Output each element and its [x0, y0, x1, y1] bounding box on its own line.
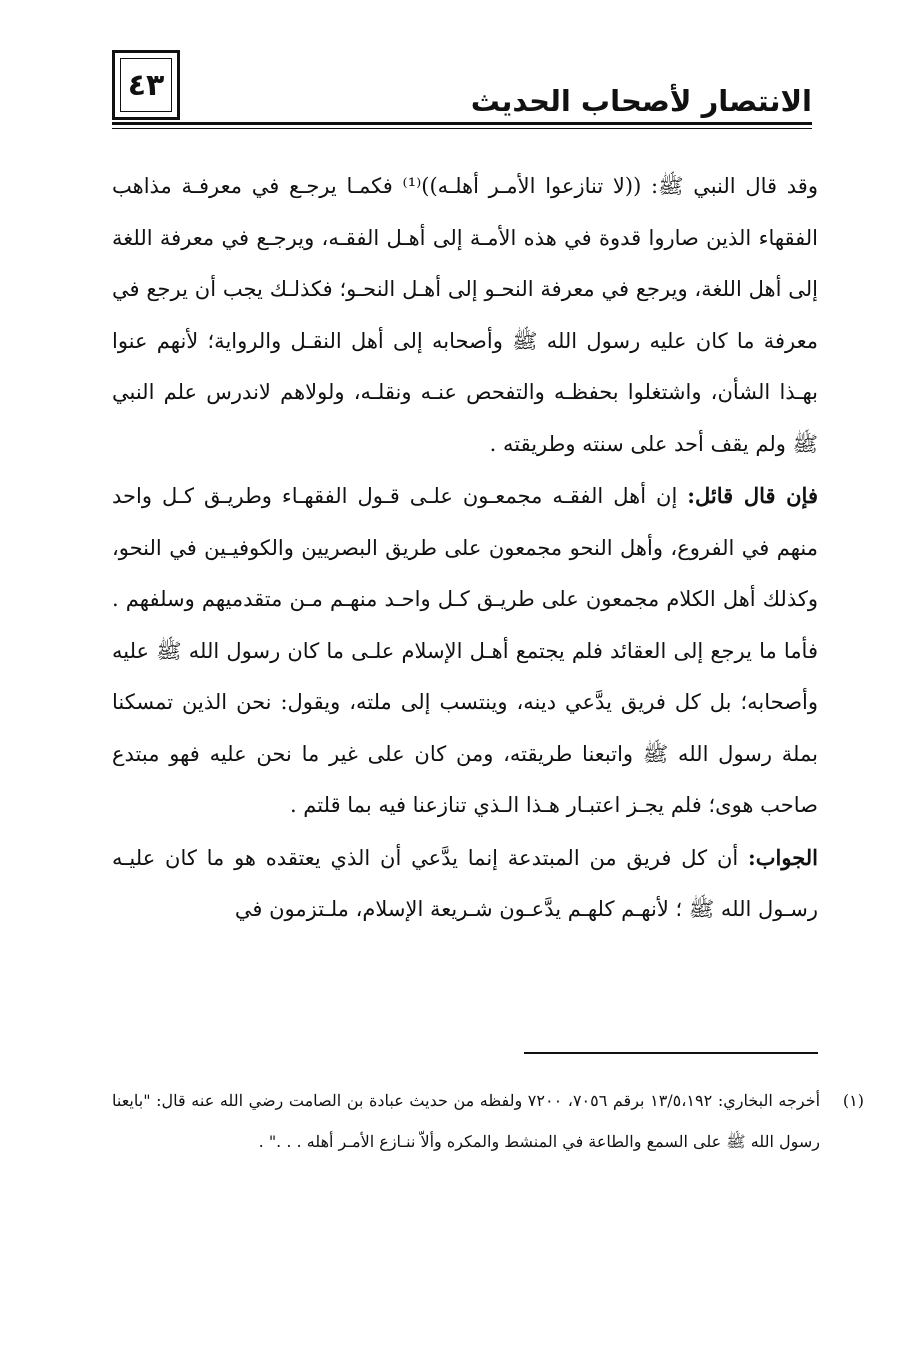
paragraph-text: إن أهل الفقـه مجمعـون علـى قـول الفقهـاء وطريـق كـل واحد منهم في الفروع، وأهل النحو مجمعون على طريق البصريين والكوفيـين في النحو، وكذلك أهل الكلام مجمعون على طريـق كـل واحـد منهـم مـن متقدميهم وسلفهم . فأما ما يرجع إلى العقائد فلم يجتمع أهـل الإسلام علـى ما كان رسول الله ﷺ عليه وأصحابه؛ بل كل فريق يدَّعي دينه، وينتسب إلى ملته، ويقول: نحن الذين تمسكنا بملة رسول الله ﷺ واتبعنا طريقته، ومن كان على غير ما نحن عليه فهو مبتدع صاحب هوى؛ فلم يجـز اعتبـار هـذا الـذي تنازعنا فيه بما قلتم . [112, 484, 818, 817]
page-number: ٤٣ [127, 67, 165, 103]
paragraph-lead: الجواب: [748, 844, 818, 870]
footnotes [112, 1080, 864, 1162]
main-text [112, 160, 818, 936]
footnote-text: أخرجه البخاري: ١٣/٥،١٩٢ برقم ٧٠٥٦، ٧٢٠٠ ولفظه من حديث عبادة بن الصامت رضي الله عنه قال: "بايعنا رسول الله ﷺ على السمع والطاعة في المنشط والمكره وألاّ ننـازع الأمـر أهله . . ." . [112, 1091, 821, 1151]
footnote-separator [524, 1052, 818, 1054]
paragraph-lead: فإن قال قائل: [687, 483, 818, 508]
paragraph-text: وقد قال النبي ﷺ: ((لا تنازعوا الأمـر أهلـه))⁽¹⁾ فكمـا يرجـع في معرفـة مذاهب الفقهاء الذين صاروا قدوة في هذه الأمـة إلى أهـل الفقـه، ويرجـع في معرفة اللغة إلى أهل اللغة، ويرجع في معرفة النحـو إلى أهـل النحـو؛ فكذلـك يجب أن يرجع في معرفة ما كان عليه رسول الله ﷺ وأصحابه إلى أهل النقـل والرواية؛ لأنهم عنوا بهـذا الشأن، واشتغلوا بحفظـه والتفحص عنـه ونقلـه، ولولاهم لاندرس علم النبي ﷺ ولم يقف أحد على سنته وطريقته . [112, 174, 818, 456]
header-rule [112, 122, 812, 125]
paragraph-text: أن كل فريق من المبتدعة إنما يدَّعي أن الذي يعتقده هو ما كان عليـه رسـول الله ﷺ ؛ لأنهـم كلهـم يدَّعـون شـريعة الإسلام، ملـتزمون في [112, 845, 818, 921]
footnote [112, 1080, 864, 1162]
header-rule-secondary [112, 128, 812, 129]
paragraph [112, 160, 818, 470]
page-number-box [112, 50, 180, 120]
paragraph [112, 832, 818, 936]
footnote-number: (١) [842, 1091, 864, 1110]
paragraph [112, 470, 818, 832]
running-title: الانتصار لأصحاب الحديث [470, 84, 812, 118]
page-header [112, 50, 812, 130]
